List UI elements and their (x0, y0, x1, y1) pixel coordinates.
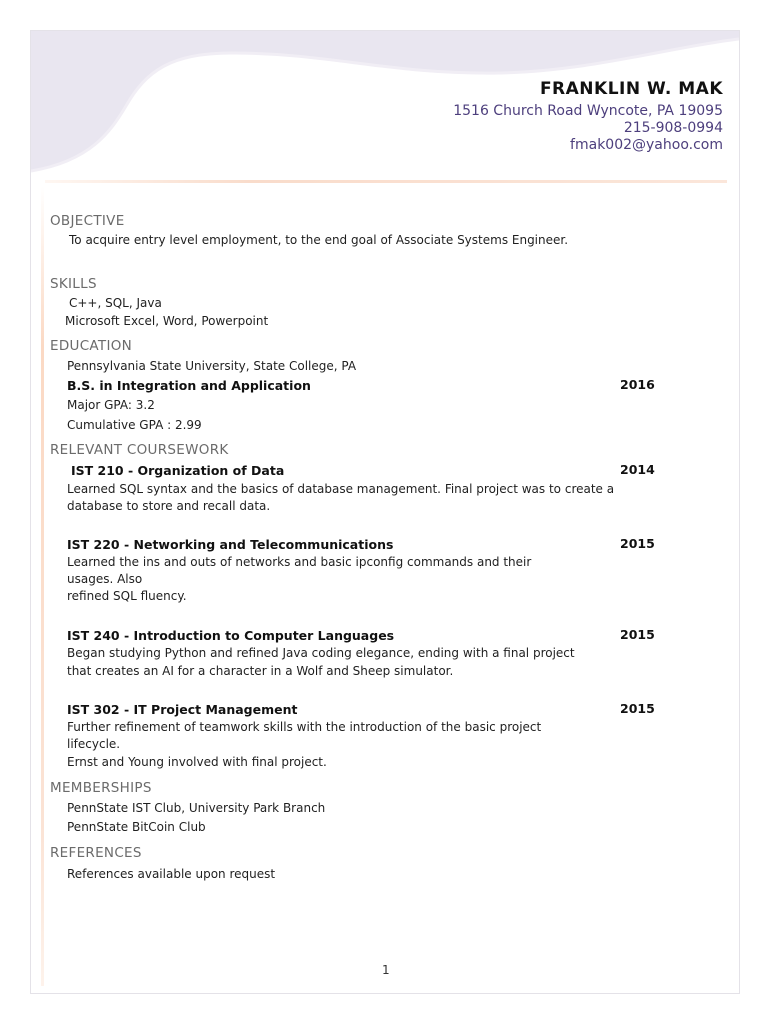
membership-item: PennState BitCoin Club (67, 820, 206, 834)
course-description-line: that creates an AI for a character in a Wolf and Sheep simulator. (67, 664, 454, 678)
objective-text: To acquire entry level employment, to the end goal of Associate Systems Engineer. (69, 233, 569, 247)
course-description-line: usages. Also (67, 572, 143, 586)
references-text: References available upon request (67, 867, 276, 881)
course-title: IST 210 - Organization of Data (71, 463, 285, 478)
contact-header (453, 79, 723, 154)
course-description-line: Ernst and Young involved with final project. (67, 755, 327, 769)
course-description-line: Further refinement of teamwork skills with the introduction of the basic project (67, 720, 542, 734)
section-title-skills: SKILLS (50, 276, 97, 292)
phone: 215-908-0994 (623, 120, 723, 136)
section-title-education: EDUCATION (50, 338, 133, 354)
course-year: 2015 (620, 701, 655, 716)
resume-page (30, 30, 740, 994)
section-title-memberships: MEMBERSHIPS (50, 780, 152, 796)
education-year: 2016 (620, 377, 655, 392)
course-title: IST 220 - Networking and Telecommunications (67, 537, 394, 552)
header-divider (45, 180, 727, 183)
section-title-coursework: RELEVANT COURSEWORK (50, 442, 229, 458)
address: 1516 Church Road Wyncote, PA 19095 (453, 103, 723, 119)
course-description-line: Began studying Python and refined Java coding elegance, ending with a final project (67, 646, 575, 660)
section-title-references: REFERENCES (50, 845, 142, 861)
education-major-gpa: Major GPA: 3.2 (67, 398, 155, 412)
membership-item: PennState IST Club, University Park Branch (67, 801, 326, 815)
email[interactable]: fmak002@yahoo.com (570, 137, 723, 153)
course-description-line: Learned SQL syntax and the basics of database management. Final project was to create a (67, 482, 615, 496)
section-title-objective: OBJECTIVE (50, 213, 125, 229)
course-description-line: database to store and recall data. (67, 499, 271, 513)
course-description-line: lifecycle. (67, 737, 121, 751)
education-degree: B.S. in Integration and Application (67, 378, 311, 393)
skill-item: C++, SQL, Java (69, 296, 162, 310)
left-margin-rule (41, 186, 44, 986)
course-title: IST 240 - Introduction to Computer Languages (67, 628, 395, 643)
course-title: IST 302 - IT Project Management (67, 702, 298, 717)
course-year: 2015 (620, 536, 655, 551)
skill-item: Microsoft Excel, Word, Powerpoint (65, 314, 269, 328)
applicant-name: FRANKLIN W. MAK (539, 79, 723, 99)
course-year: 2014 (620, 462, 655, 477)
education-cumulative-gpa: Cumulative GPA : 2.99 (67, 418, 202, 432)
education-school: Pennsylvania State University, State College, PA (67, 359, 357, 373)
course-year: 2015 (620, 627, 655, 642)
course-description-line: refined SQL fluency. (67, 589, 187, 603)
course-description-line: Learned the ins and outs of networks and basic ipconfig commands and their (67, 555, 532, 569)
page-number: 1 (382, 963, 390, 977)
